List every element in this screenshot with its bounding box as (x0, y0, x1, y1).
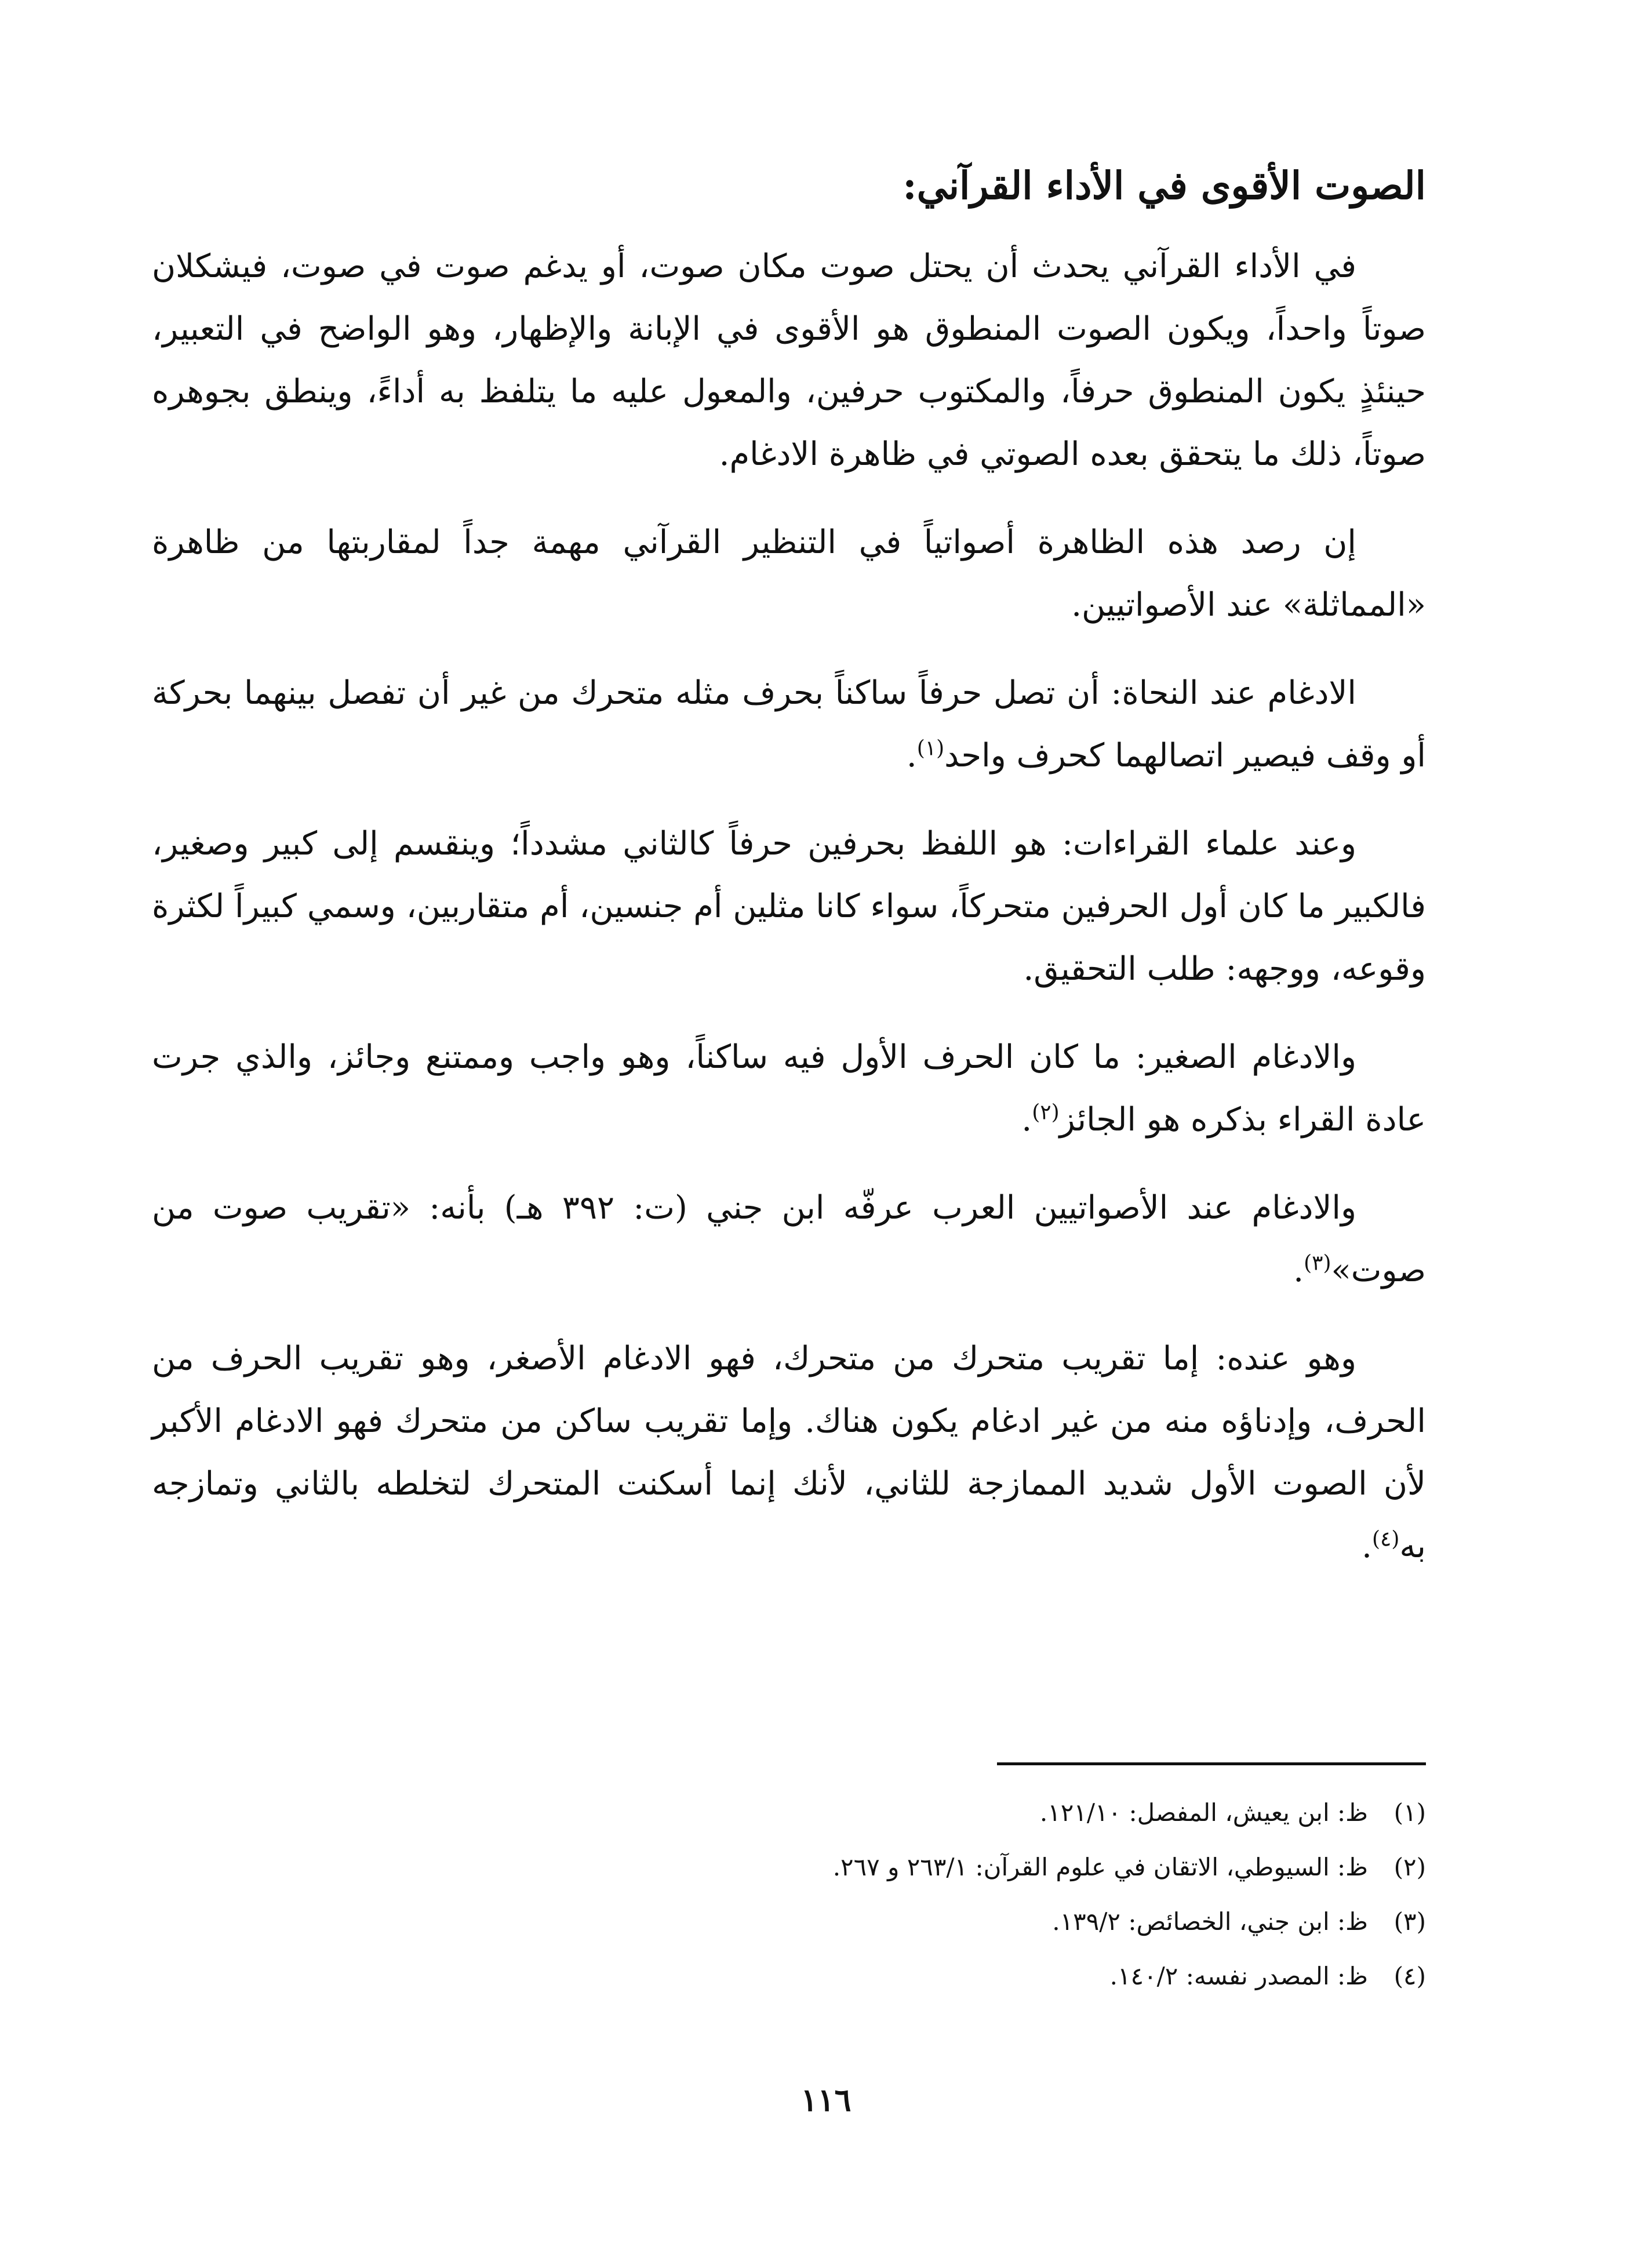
footnote-4 (406, 1949, 1426, 2004)
footnote-number: (٤) (1393, 1962, 1426, 1990)
main-text (152, 157, 1426, 1604)
paragraph-text: وعند علماء القراءات: هو اللفظ بحرفين حرفاً كالثاني مشدداً؛ وينقسم إلى كبير وصغير، فالكبير ما كان أول الحرفين متحركاً، سواء كانا مثلين أم جنسين، أم متقاربين، وسمي كبيراً لكثرة وقوعه، ووجهه: طلب التحقيق. (152, 825, 1426, 988)
paragraph-text: والادغام عند الأصواتيين العرب عرفّه ابن جني (ت: ٣٩٢ هـ) بأنه: «تقريب صوت من صوت» (152, 1189, 1426, 1289)
footnote-ref[interactable]: (٢) (1032, 1100, 1060, 1125)
footnote-text: ظ: السيوطي، الاتقان في علوم القرآن: ٢٦٣/١ و ٢٦٧. (832, 1853, 1368, 1881)
paragraph-7: وهو عنده: إما تقريب متحرك من متحرك، فهو الادغام الأصغر، وهو تقريب الحرف من الحرف، وإدناؤه منه من غير ادغام يكون هناك. وإما تقريب ساكن من متحرك فهو الادغام الأكبر لأن الصوت الأول شديد الممازجة للثاني، لأنك إنما أسكنت المتحرك لتخلطه بالثاني وتمازجه به$^{(٤)}$. (152, 1340, 1426, 1565)
footnote-number: (٢) (1393, 1853, 1426, 1881)
paragraph-text: والادغام الصغير: ما كان الحرف الأول فيه ساكناً، وهو واجب وممتنع وجائز، والذي جرت عادة القراء بذكره هو الجائز (152, 1038, 1426, 1139)
footnote-number: (٣) (1393, 1907, 1426, 1936)
paragraph-text: في الأداء القرآني يحدث أن يحتل صوت مكان صوت، أو يدغم صوت في صوت، فيشكلان صوتاً واحداً، ويكون الصوت المنطوق هو الأقوى في الإبانة والإظهار، وهو الواضح في التعبير، حينئذٍ يكون المنطوق حرفاً، والمكتوب حرفين، والمعول عليه ما يتلفظ به أداءً، وينطق بجوهره صوتاً، ذلك ما يتحقق بعده الصوتي في ظاهرة الادغام. (152, 248, 1426, 473)
paragraph-text: وهو عنده: إما تقريب متحرك من متحرك، فهو الادغام الأصغر، وهو تقريب الحرف من الحرف، وإدناؤه منه من غير ادغام يكون هناك. وإما تقريب ساكن من متحرك فهو الادغام الأكبر لأن الصوت الأول شديد الممازجة للثاني، لأنك إنما أسكنت المتحرك لتخلطه بالثاني وتمازجه به (152, 1340, 1426, 1565)
footnote-ref[interactable]: (٣) (1304, 1251, 1331, 1275)
paragraph-6: والادغام عند الأصواتيين العرب عرفّه ابن جني (ت: ٣٩٢ هـ) بأنه: «تقريب صوت من صوت»$^{(٣)}$. (152, 1189, 1426, 1289)
footnote-text: ظ: ابن جني، الخصائص: ١٣٩/٢. (1052, 1907, 1368, 1936)
footnotes (406, 1786, 1426, 2004)
footnote-text: ظ: ابن يعيش، المفصل: ١٢١/١٠. (1039, 1798, 1368, 1827)
footnote-number: (١) (1393, 1798, 1426, 1827)
paragraph-text: الادغام عند النحاة: أن تصل حرفاً ساكناً بحرف مثله متحرك من غير أن تفصل بينهما بحركة أو وقف فيصير اتصالهما كحرف واحد (152, 674, 1426, 775)
paragraph-3: الادغام عند النحاة: أن تصل حرفاً ساكناً بحرف مثله متحرك من غير أن تفصل بينهما بحركة أو وقف فيصير اتصالهما كحرف واحد$^{(١)}$. (152, 674, 1426, 775)
paragraph-1 (152, 235, 1426, 486)
footnote-1 (406, 1786, 1426, 1840)
footnote-ref[interactable]: (١) (916, 736, 945, 761)
footnote-2 (406, 1840, 1426, 1895)
page-number: ١١٦ (800, 2081, 852, 2118)
paragraph-text: إن رصد هذه الظاهرة أصواتياً في التنظير القرآني مهمة جداً لمقاربتها من ظاهرة «المماثلة» عند الأصواتيين. (152, 523, 1426, 624)
footnote-text: ظ: المصدر نفسه: ١٤٠/٢. (1109, 1962, 1368, 1990)
paragraph-4 (152, 813, 1426, 1001)
section-heading: الصوت الأقوى في الأداء القرآني: (903, 163, 1426, 208)
paragraph-5: والادغام الصغير: ما كان الحرف الأول فيه ساكناً، وهو واجب وممتنع وجائز، والذي جرت عادة القراء بذكره هو الجائز$^{(٢)}$. (152, 1038, 1426, 1139)
paragraph-2 (152, 511, 1426, 637)
footnote-ref[interactable]: (٤) (1371, 1527, 1400, 1551)
footnote-divider (997, 1762, 1426, 1765)
footnote-3 (406, 1895, 1426, 1949)
